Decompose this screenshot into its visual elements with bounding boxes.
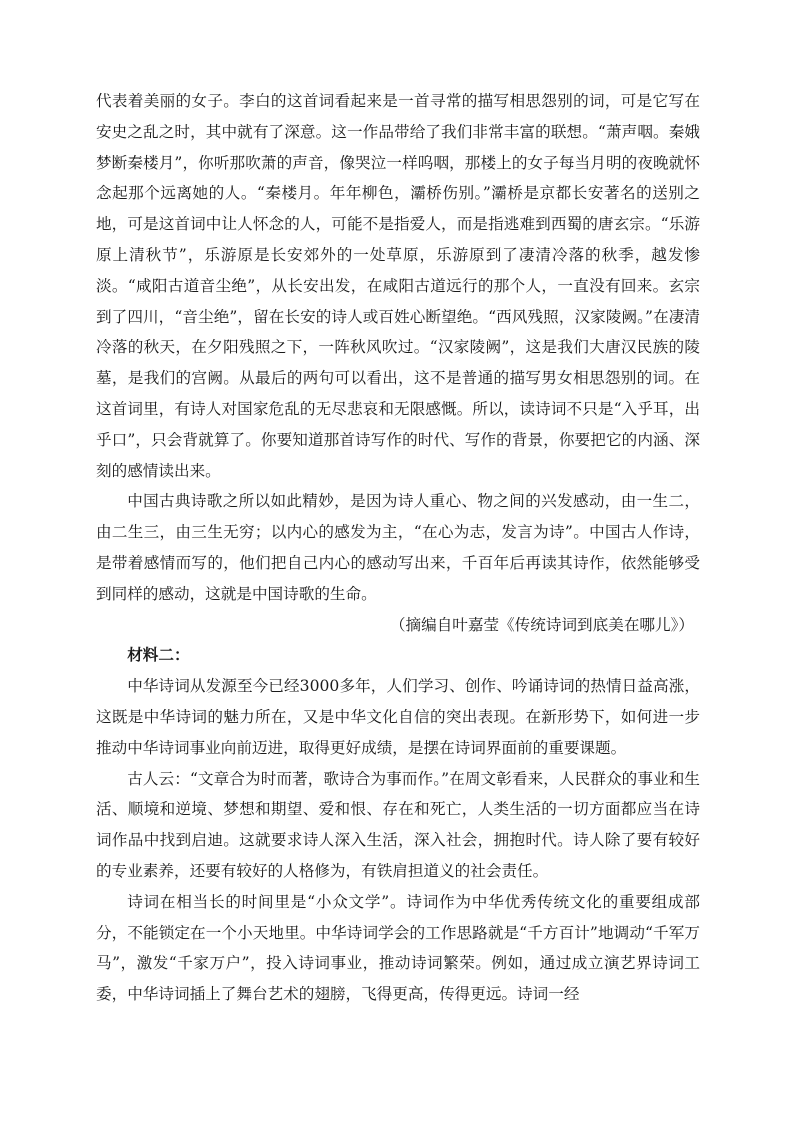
material-two-paragraph-2: 古人云：“文章合为时而著，歌诗合为事而作。”在周文彰看来，人民群众的事业和生活、顺境和逆境、梦想和期望、爱和恨、存在和死亡，人类生活的一切方面都应当在诗词作品中找到启迪。这就要求诗人深入生活，深入社会，拥抱时代。诗人除了要有较好的专业素养，还要有较好的人格修为，有铁肩担道义的社会责任。: [96, 769, 700, 880]
material-one-paragraph-2: 中国古典诗歌之所以如此精妙，是因为诗人重心、物之间的兴发感动，由一生二，由二生三，由三生无穷；以内心的感发为主，“在心为志，发言为诗”。中国古人作诗，是带着感情而写的，他们把自己内心的感动写出来，千百年后再读其诗作，依然能够受到同样的感动，这就是中国诗歌的生命。: [96, 492, 700, 603]
material-two-heading: 材料二：: [127, 645, 190, 665]
material-two-paragraph-3: 诗词在相当长的时间里是“小众文学”。诗词作为中华优秀传统文化的重要组成部分，不能锁定在一个小天地里。中华诗词学会的工作思路就是“千方百计”地调动“千军万马”，激发“千家万户”，投入诗词事业，推动诗词繁荣。例如，通过成立演艺界诗词工委，中华诗词插上了舞台艺术的翅膀，飞得更高，传得更远。诗词一经: [96, 892, 700, 1004]
document-page: [96, 86, 700, 1010]
material-one-paragraph-1: 代表着美丽的女子。李白的这首词看起来是一首寻常的描写相思怨别的词，可是它写在安史之乱之时，其中就有了深意。这一作品带给了我们非常丰富的联想。“萧声咽。秦娥梦断秦楼月”，你听那吹萧的声音，像哭泣一样呜咽，那楼上的女子每当月明的夜晚就怀念起那个远离她的人。“秦楼月。年年柳色，灞桥伤别。”灞桥是京都长安著名的送别之地，可是这首词中让人怀念的人，可能不是指爱人，而是指逃难到西蜀的唐玄宗。“乐游原上清秋节”，乐游原是长安郊外的一处草原，乐游原到了凄清冷落的秋季，越发惨淡。“咸阳古道音尘绝”，从长安出发，在咸阳古道远行的那个人，一直没有回来。玄宗到了四川，“音尘绝”，留在长安的诗人或百姓心断望绝。“西风残照，汉家陵阙。”在凄清冷落的秋天，在夕阳残照之下，一阵秋风吹过。“汉家陵阙”，这是我们大唐汉民族的陵墓，是我们的宫阙。从最后的两句可以看出，这不是普通的描写男女相思怨别的词。在这首词里，有诗人对国家危乱的无尽悲哀和无限感慨。所以，读诗词不只是“入乎耳，出乎口”，只会背就算了。你要知道那首诗写作的时代、写作的背景，你要把它的内涵、深刻的感情读出来。: [96, 92, 700, 480]
material-two-paragraph-1: 中华诗词从发源至今已经3000多年，人们学习、创作、吟诵诗词的热情日益高涨，这既是中华诗词的魅力所在，又是中华文化自信的突出表现。在新形势下，如何进一步推动中华诗词事业向前迈进，取得更好成绩，是摆在诗词界面前的重要课题。: [96, 677, 700, 757]
material-one-source: （摘编自叶嘉莹《传统诗词到底美在哪儿》）: [389, 615, 694, 634]
